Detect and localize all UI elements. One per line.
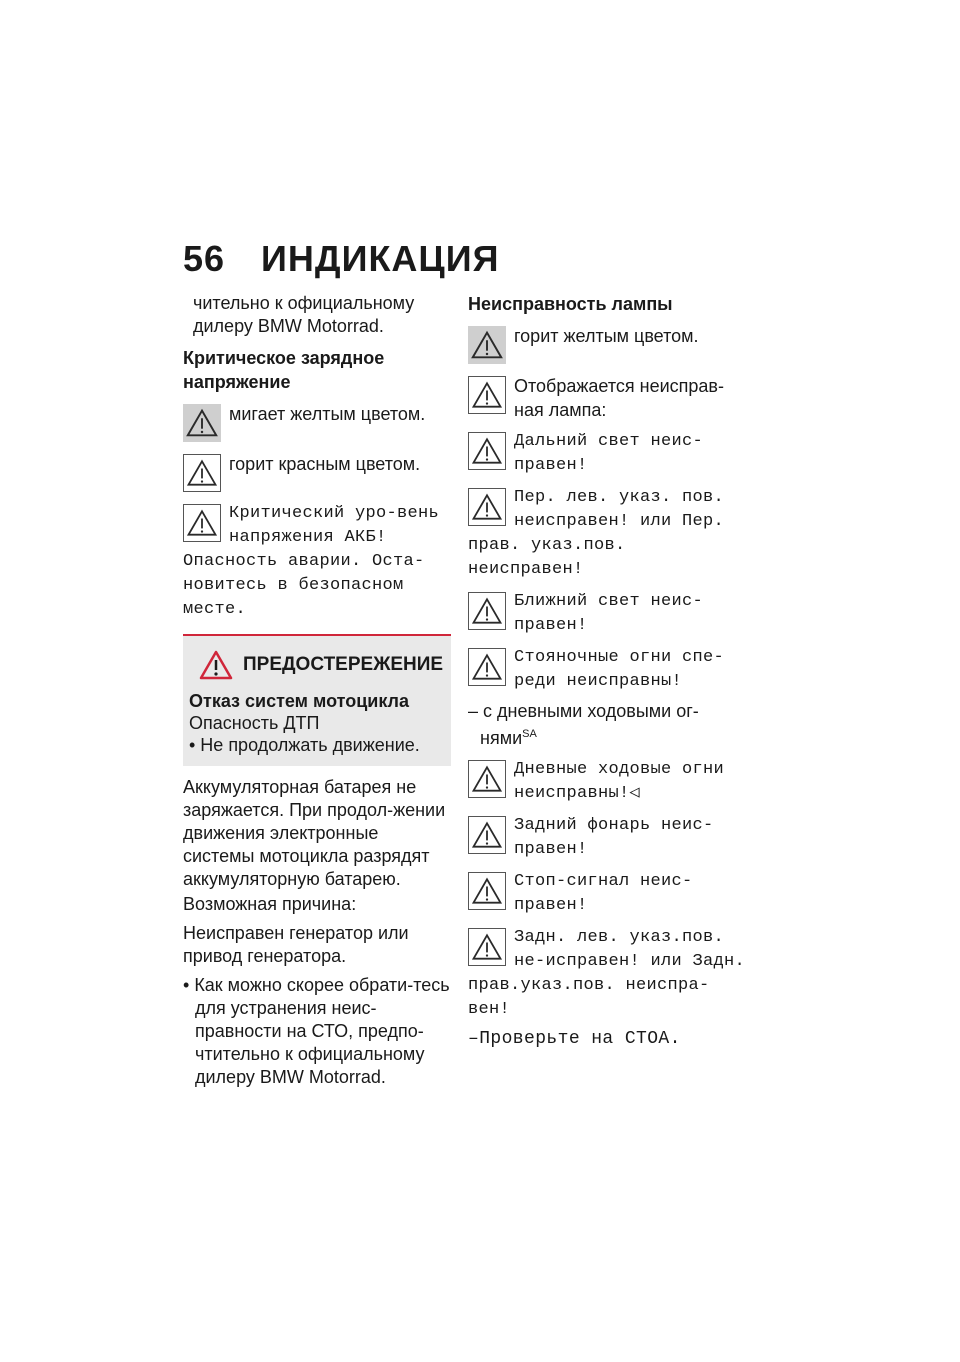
- entry-text: Ближний свет неис-правен!: [514, 592, 704, 635]
- possible-cause-label: Возможная причина:: [183, 894, 357, 914]
- page-number: 56: [183, 238, 226, 279]
- bullet-text: Как можно скорее обрати-тесь для устранения неис-правности на СТО, предпо-чтительно к официальному дилеру BMW Motorrad.: [194, 975, 450, 1087]
- section-title-voltage: Критическое зарядное напряжение: [183, 348, 385, 392]
- entry-text: Дневные ходовые огни неисправны!◁: [514, 760, 725, 803]
- warning-danger: Опасность ДТП: [189, 713, 320, 733]
- intro-text: чительно к официальному дилеру BMW Motorrad.: [193, 293, 415, 336]
- warning-heading: [189, 650, 445, 680]
- warning-triangle-icon: [468, 872, 506, 910]
- entry-lamp-7: [468, 758, 748, 806]
- warning-triangle-icon: [468, 326, 506, 364]
- entry-text: Задний фонарь неис-правен!: [514, 816, 714, 859]
- warning-sign-icon: [199, 650, 233, 680]
- entry-lamp-10: [468, 926, 748, 1022]
- warning-triangle-icon: [468, 648, 506, 686]
- entry-lamp-5: [468, 590, 748, 638]
- sa-badge: SA: [522, 728, 537, 740]
- page-title: ИНДИКАЦИЯ: [261, 238, 500, 279]
- entry-text: Отображается неисправ-ная лампа:: [514, 376, 724, 420]
- entry-text: Задн. лев. указ.пов. не-исправен! или Задн. прав.указ.пов. неиспра-вен!: [468, 928, 746, 1019]
- warning-triangle-icon: [468, 592, 506, 630]
- sa-text: с дневными ходовыми ог-нями: [480, 701, 699, 748]
- entry-text: Дальний свет неис-правен!: [514, 432, 704, 475]
- action-bullet: • Как можно скорее обрати-тесь для устранения неис-правности на СТО, предпо-чтительно к официальному дилеру BMW Motorrad.: [183, 975, 450, 1087]
- final-action: –Проверьте на СТОА.: [468, 1029, 681, 1049]
- entry-lamp-3: [468, 430, 748, 478]
- warning-triangle-icon: [468, 760, 506, 798]
- warning-triangle-icon: [183, 404, 221, 442]
- entry-text: Стояночные огни спе-реди неисправны!: [514, 648, 725, 691]
- warning-triangle-icon: [468, 816, 506, 854]
- right-column: [468, 292, 748, 1057]
- entry-lamp-6: [468, 646, 748, 694]
- warning-action: • Не продолжать движение.: [189, 735, 420, 755]
- warning-triangle-icon: [183, 504, 221, 542]
- entry-voltage-3: [183, 502, 451, 622]
- page-header: [183, 238, 499, 280]
- warning-subtitle: Отказ систем мотоцикла: [189, 691, 409, 711]
- entry-lamp-4: [468, 486, 748, 582]
- entry-lamp-2: [468, 374, 748, 422]
- entry-voltage-1: [183, 402, 451, 444]
- entry-text: Стоп-сигнал неис-правен!: [514, 872, 693, 915]
- warning-triangle-icon: [468, 432, 506, 470]
- entry-text: мигает желтым цветом.: [229, 404, 426, 424]
- section-title-lamp: Неисправность лампы: [468, 294, 673, 314]
- battery-paragraph: Аккумуляторная батарея не заряжается. При продол-жении движения электронные системы мотоцикла разрядят аккумуляторную батарею.: [183, 777, 446, 889]
- entry-text: Пер. лев. указ. пов. неисправен! или Пер. прав. указ.пов. неисправен!: [468, 488, 725, 579]
- entry-text: горит желтым цветом.: [514, 326, 699, 346]
- entry-lamp-8: [468, 814, 748, 862]
- warning-triangle-icon: [183, 454, 221, 492]
- warning-triangle-icon: [468, 376, 506, 414]
- entry-voltage-2: [183, 452, 451, 494]
- warning-triangle-icon: [468, 488, 506, 526]
- sa-condition: – с дневными ходовыми ог-нями$^{SA}$: [468, 701, 699, 748]
- warning-box: [183, 634, 451, 766]
- left-column: [183, 292, 451, 1091]
- possible-cause-text: Неисправен генератор или привод генератора.: [183, 923, 409, 966]
- warning-triangle-icon: [468, 928, 506, 966]
- entry-lamp-9: [468, 870, 748, 918]
- entry-text: горит красным цветом.: [229, 454, 421, 474]
- entry-lamp-1: [468, 324, 748, 366]
- warning-title: ПРЕДОСТЕРЕЖЕНИЕ: [243, 654, 444, 675]
- entry-text: Критический уро-вень напряжения АКБ! Опасность аварии. Оста-новитесь в безопасном месте.: [183, 504, 440, 619]
- final-action-text: Проверьте на СТОА.: [479, 1029, 681, 1049]
